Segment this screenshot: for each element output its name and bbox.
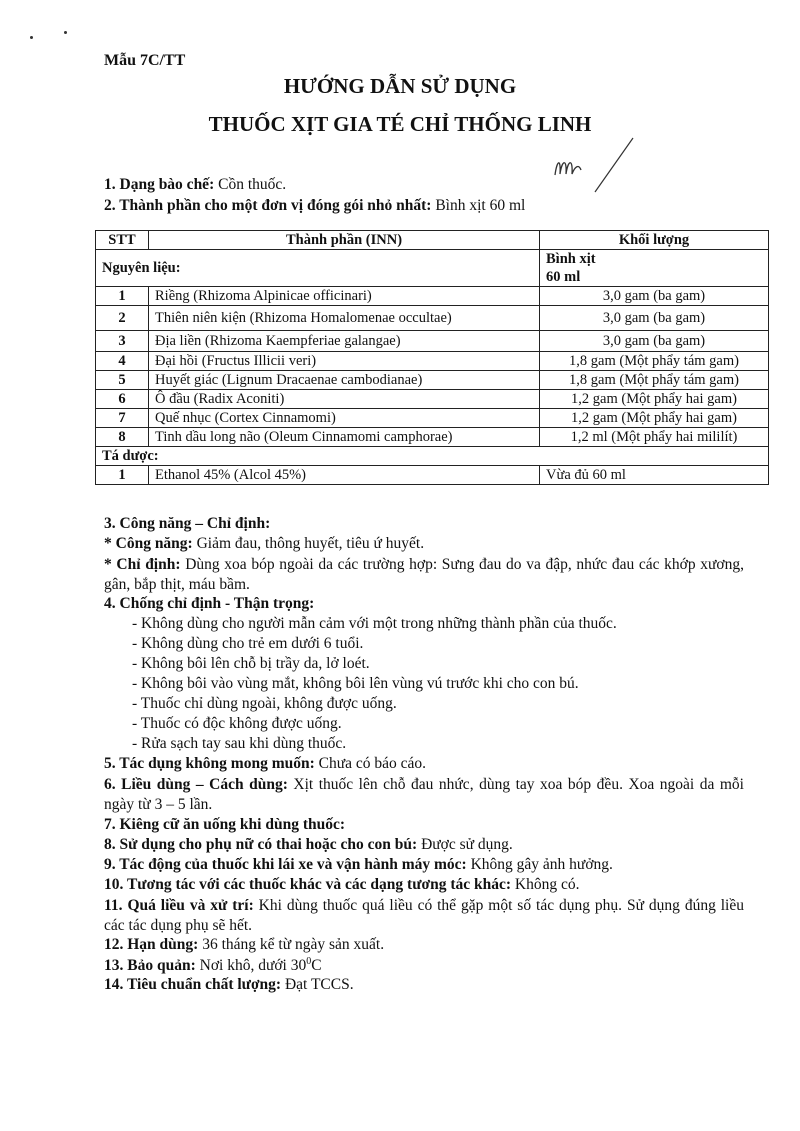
- group-row-raw: [96, 250, 769, 287]
- table-header-row: [96, 231, 769, 250]
- section-2: 2. Thành phần cho một đơn vị đóng gói nhỏ nhất: Bình xịt 60 ml: [104, 197, 526, 214]
- table-row: 3 Địa liền (Rhizoma Kaempferiae galangae) 3,0 gam (ba gam): [96, 331, 769, 352]
- section-13: 13. Bảo quản: Nơi khô, dưới $30^0C$: [104, 956, 322, 975]
- scan-speck: [30, 36, 33, 39]
- section-4-heading: 4. Chống chỉ định - Thận trọng:: [104, 595, 315, 612]
- table-row: 8 Tinh dầu long não (Oleum Cinnamomi camphorae) 1,2 ml (Một phẩy hai mililít): [96, 428, 769, 447]
- section-3-indication: * Chỉ định: Dùng xoa bóp ngoài da các trường hợp: Sưng đau do va đập, nhức đau các khớp xương, gân, bắp thịt, máu bầm.: [104, 556, 744, 593]
- list-item: - Không dùng cho trẻ em dưới 6 tuổi.: [132, 635, 364, 652]
- list-item: - Không dùng cho người mẫn cảm với một trong những thành phần của thuốc.: [132, 615, 617, 632]
- scan-speck: [64, 31, 67, 34]
- list-item: - Không bôi vào vùng mắt, không bôi lên vùng vú trước khi cho con bú.: [132, 675, 579, 692]
- section-3-heading: 3. Công năng – Chỉ định:: [104, 515, 271, 532]
- section-11: 11. Quá liều và xử trí: Khi dùng thuốc quá liều có thể gặp một số tác dụng phụ. Sử dụng đúng liều các tác dụng phụ sẽ hết.: [104, 897, 744, 934]
- table-row: 4 Đại hồi (Fructus Illicii veri) 1,8 gam (Một phẩy tám gam): [96, 352, 769, 371]
- form-code: Mẫu 7C/TT: [104, 52, 186, 69]
- list-item: - Thuốc chỉ dùng ngoài, không được uống.: [132, 695, 397, 712]
- list-item: - Thuốc có độc không được uống.: [132, 715, 342, 732]
- section-12: 12. Hạn dùng: 36 tháng kể từ ngày sản xuất.: [104, 936, 385, 953]
- section-8: 8. Sử dụng cho phụ nữ có thai hoặc cho con bú: Được sử dụng.: [104, 836, 513, 853]
- table-row: 2 Thiên niên kiện (Rhizoma Homalomenae occultae) 3,0 gam (ba gam): [96, 306, 769, 331]
- header-component: Thành phần (INN): [149, 231, 540, 250]
- table-row: 1 Riềng (Rhizoma Alpinicae officinari) 3,0 gam (ba gam): [96, 287, 769, 306]
- table-row: 7 Quế nhục (Cortex Cinnamomi) 1,2 gam (Một phẩy hai gam): [96, 409, 769, 428]
- table-row: 1 Ethanol 45% (Alcol 45%) Vừa đủ 60 ml: [96, 466, 769, 485]
- section-1: 1. Dạng bào chế: Cồn thuốc.: [104, 176, 287, 193]
- section-10: 10. Tương tác với các thuốc khác và các dạng tương tác khác: Không có.: [104, 876, 580, 893]
- amount-subheader: Bình xịt 60 ml: [540, 250, 769, 287]
- section-3-function: * Công năng: Giảm đau, thông huyết, tiêu ứ huyết.: [104, 535, 425, 552]
- section-5: 5. Tác dụng không mong muốn: Chưa có báo cáo.: [104, 755, 427, 772]
- group-raw-label: Nguyên liệu:: [96, 250, 540, 287]
- document-title: HƯỚNG DẪN SỬ DỤNG: [283, 74, 517, 98]
- handwritten-initials-icon: [545, 130, 635, 200]
- table-row: 5 Huyết giác (Lignum Dracaenae cambodianae) 1,8 gam (Một phẩy tám gam): [96, 371, 769, 390]
- list-item: - Rửa sạch tay sau khi dùng thuốc.: [132, 735, 347, 752]
- section-6: 6. Liều dùng – Cách dùng: Xịt thuốc lên chỗ đau nhức, dùng tay xoa bóp đều. Xoa ngoài da mỗi ngày từ 3 – 5 lần.: [104, 776, 744, 813]
- product-title: THUỐC XỊT GIA TÉ CHỈ THỐNG LINH: [208, 112, 592, 136]
- section-7: 7. Kiêng cữ ăn uống khi dùng thuốc:: [104, 816, 346, 833]
- ingredients-table: [95, 230, 769, 485]
- header-stt: STT: [96, 231, 149, 250]
- section-14: 14. Tiêu chuẩn chất lượng: Đạt TCCS.: [104, 976, 354, 993]
- list-item: - Không bôi lên chỗ bị trầy da, lở loét.: [132, 655, 370, 672]
- group-excipient-label: Tá dược:: [96, 447, 769, 466]
- header-amount: Khối lượng: [540, 231, 769, 250]
- group-row-excipient: [96, 447, 769, 466]
- table-row: 6 Ô đầu (Radix Aconiti) 1,2 gam (Một phẩy hai gam): [96, 390, 769, 409]
- section-9: 9. Tác động của thuốc khi lái xe và vận hành máy móc: Không gây ảnh hưởng.: [104, 856, 613, 873]
